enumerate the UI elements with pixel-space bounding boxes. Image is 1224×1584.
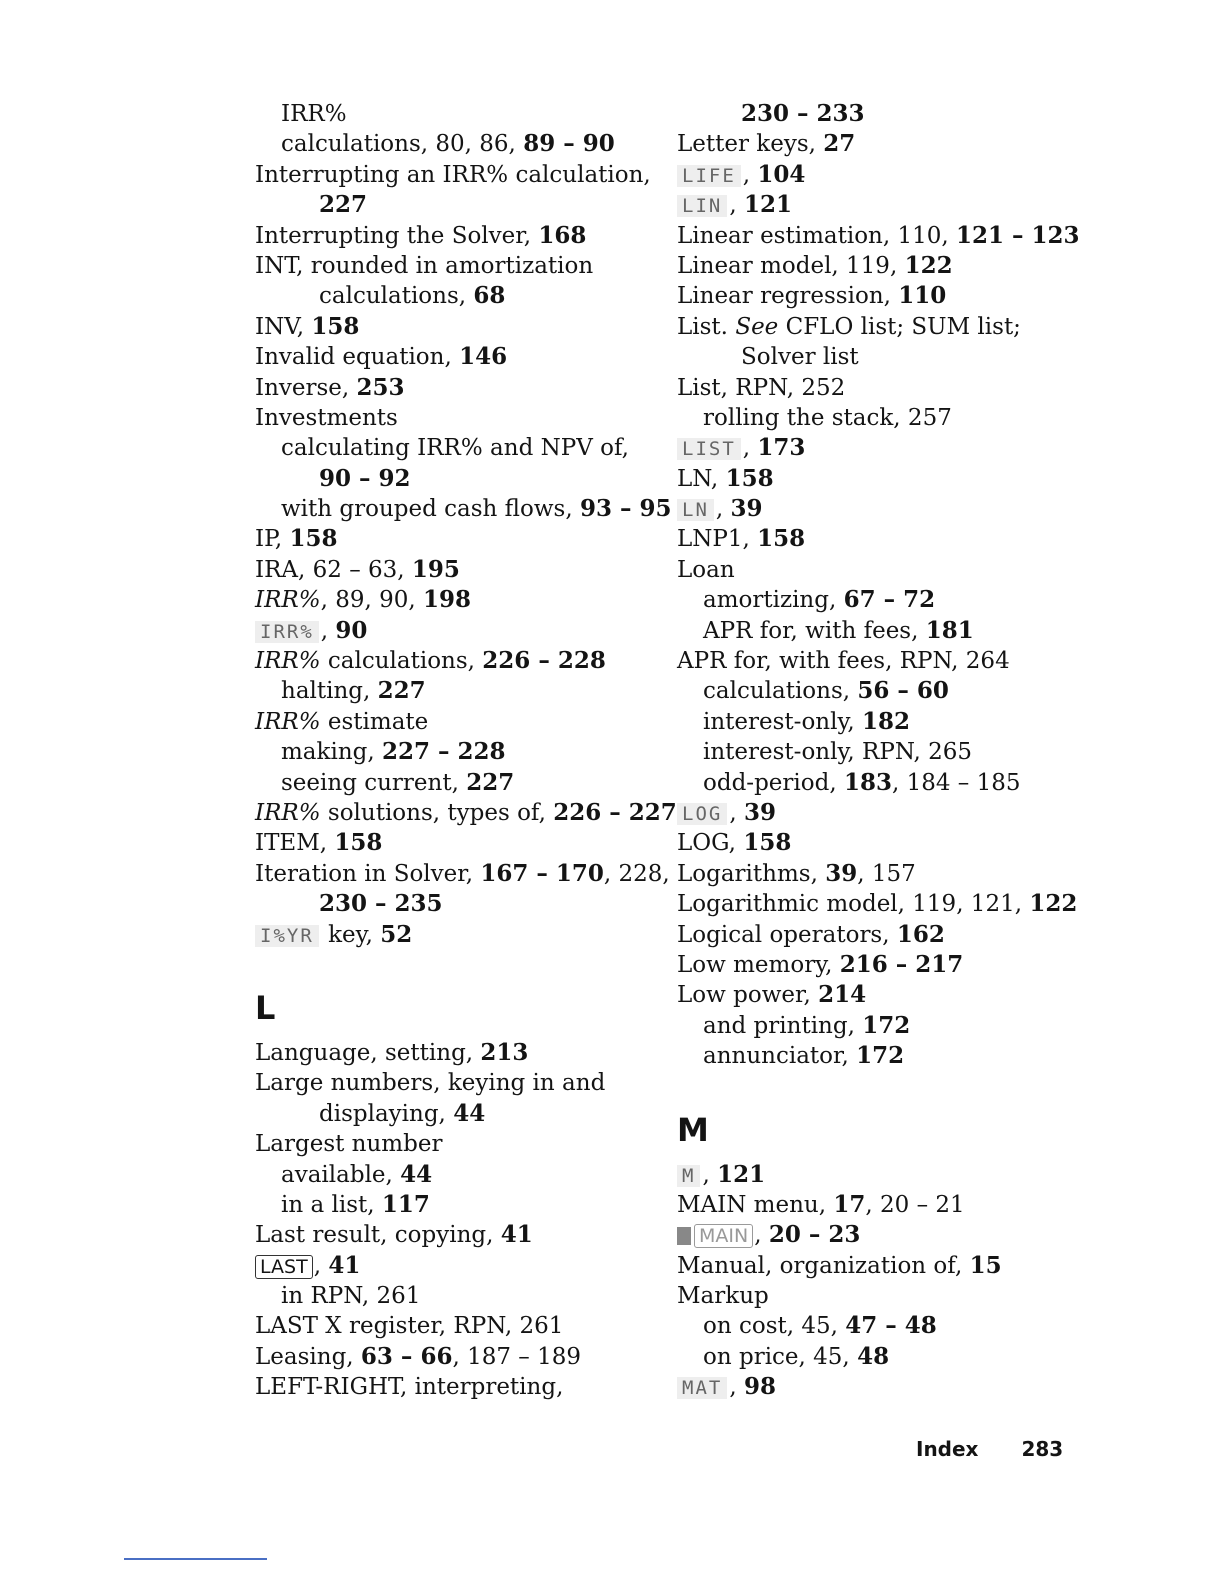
- index-subentry: on price, 45, 48: [703, 1342, 890, 1370]
- index-entry: Largest number: [255, 1131, 443, 1158]
- index-entry: IRR% estimate: [255, 708, 429, 735]
- index-subentry: in RPN, 261: [281, 1283, 421, 1310]
- index-entry: Last result, copying, 41: [255, 1221, 533, 1249]
- lin-softkey: LIN: [677, 195, 727, 217]
- index-entry: Loan: [677, 556, 735, 583]
- index-entry: IRR% calculations, 226 – 228: [255, 647, 606, 675]
- index-subentry: calculations, 80, 86, 89 – 90: [281, 130, 615, 158]
- m-softkey: M: [677, 1165, 700, 1187]
- index-entry: INV, 158: [255, 312, 360, 340]
- index-entry: Iteration in Solver, 167 – 170, 228,: [255, 859, 670, 887]
- log-softkey: LOG: [677, 803, 727, 825]
- index-entry: MAIN , 20 – 23: [677, 1220, 1077, 1250]
- index-entry: Linear model, 119, 122: [677, 251, 953, 279]
- section-spacer: [677, 1072, 1077, 1100]
- index-entry: IP, 158: [255, 525, 338, 553]
- index-entry: Interrupting the Solver, 168: [255, 221, 587, 249]
- index-entry: Logarithms, 39, 157: [677, 859, 916, 887]
- index-entry: Inverse, 253: [255, 373, 405, 401]
- index-entry: LOG , 39: [677, 798, 1077, 828]
- index-entry-continuation: 90 – 92: [319, 464, 411, 492]
- index-entry: LEFT-RIGHT, interpreting,: [255, 1374, 564, 1401]
- ln-softkey: LN: [677, 499, 714, 521]
- life-softkey: LIFE: [677, 165, 741, 187]
- index-entry-continuation: 227: [319, 191, 368, 219]
- index-entry-continuation: Solver list: [741, 344, 859, 371]
- index-entry-continuation: calculations, 68: [319, 282, 506, 310]
- index-entry-heading-irr: IRR%: [281, 101, 347, 127]
- list-softkey: LIST: [677, 438, 741, 460]
- bottom-rule: [124, 1558, 267, 1560]
- index-entry: Letter keys, 27: [677, 130, 856, 158]
- index-entry-continuation: displaying, 44: [319, 1099, 486, 1127]
- index-entry: IRR%, 89, 90, 198: [255, 586, 471, 614]
- index-subentry: seeing current, 227: [281, 768, 515, 796]
- index-entry: I%YR key, 52: [255, 920, 655, 950]
- index-subentry: available, 44: [281, 1160, 433, 1188]
- index-subentry: odd-period, 183, 184 – 185: [703, 768, 1021, 796]
- index-entry: Manual, organization of, 15: [677, 1251, 1002, 1279]
- index-subentry: interest-only, 182: [703, 707, 911, 735]
- index-column-right: [677, 99, 1080, 1403]
- index-subentry: rolling the stack, 257: [703, 404, 952, 431]
- index-entry-continuation: 230 – 233: [741, 100, 865, 127]
- index-subentry: calculations, 56 – 60: [703, 677, 949, 705]
- index-entry: LAST , 41: [255, 1251, 655, 1281]
- index-entry: IRA, 62 – 63, 195: [255, 555, 460, 583]
- index-entry: LIFE , 104: [677, 160, 1077, 190]
- index-subentry: with grouped cash flows, 93 – 95: [281, 495, 672, 523]
- section-heading-m: M: [677, 1110, 709, 1149]
- index-entry: IRR% , 90: [255, 616, 655, 646]
- index-entry: Logarithmic model, 119, 121, 122: [677, 890, 1078, 918]
- index-entry: LOG, 158: [677, 829, 792, 857]
- index-entry: LN , 39: [677, 494, 1077, 524]
- i-yr-key: I%YR: [255, 925, 319, 947]
- footer-section-label: Index: [916, 1437, 979, 1461]
- index-entry-continuation: 230 – 235: [319, 890, 443, 918]
- index-entry: LNP1, 158: [677, 525, 806, 553]
- index-entry: Large numbers, keying in and: [255, 1070, 606, 1097]
- index-subentry: on cost, 45, 47 – 48: [703, 1312, 937, 1340]
- index-entry: Low power, 214: [677, 981, 867, 1009]
- index-entry: List. See CFLO list; SUM list;: [677, 313, 1021, 340]
- index-subentry: making, 227 – 228: [281, 738, 506, 766]
- index-subentry: annunciator, 172: [703, 1042, 905, 1070]
- index-subentry: interest-only, RPN, 265: [703, 739, 972, 766]
- index-entry: LAST X register, RPN, 261: [255, 1313, 564, 1340]
- section-heading-l: L: [255, 988, 276, 1027]
- index-entry: Low memory, 216 – 217: [677, 950, 964, 978]
- index-subentry: amortizing, 67 – 72: [703, 586, 936, 614]
- index-entry: Invalid equation, 146: [255, 343, 508, 371]
- index-subentry: in a list, 117: [281, 1190, 430, 1218]
- index-entry: MAIN menu, 17, 20 – 21: [677, 1190, 965, 1218]
- page-footer: [916, 1437, 1063, 1461]
- index-entry: LIST , 173: [677, 433, 1077, 463]
- index-entry: APR for, with fees, RPN, 264: [677, 648, 1010, 675]
- index-subentry: APR for, with fees, 181: [703, 616, 974, 644]
- shift-key-icon: [677, 1227, 691, 1245]
- index-entry: M , 121: [677, 1160, 1077, 1190]
- index-entry: ITEM, 158: [255, 829, 383, 857]
- last-keycap: LAST: [255, 1255, 313, 1279]
- index-subentry: calculating IRR% and NPV of,: [281, 435, 629, 462]
- index-entry: INT, rounded in amortization: [255, 252, 594, 279]
- index-entry: List, RPN, 252: [677, 374, 846, 401]
- index-column-left: [255, 99, 677, 1403]
- index-entry: Language, setting, 213: [255, 1038, 529, 1066]
- index-entry: Interrupting an IRR% calculation,: [255, 161, 651, 188]
- page-number: 283: [1021, 1437, 1064, 1461]
- index-entry: Investments: [255, 404, 398, 431]
- irr-softkey: IRR%: [255, 621, 319, 643]
- index-entry: IRR% solutions, types of, 226 – 227: [255, 798, 677, 826]
- index-entry: Logical operators, 162: [677, 920, 945, 948]
- index-entry: Leasing, 63 – 66, 187 – 189: [255, 1342, 581, 1370]
- index-entry: Linear regression, 110: [677, 282, 947, 310]
- index-entry: LIN , 121: [677, 190, 1077, 220]
- index-entry: MAT , 98: [677, 1372, 1077, 1402]
- index-entry: Linear estimation, 110, 121 – 123: [677, 221, 1080, 249]
- index-entry: LN, 158: [677, 464, 774, 492]
- index-subentry: and printing, 172: [703, 1011, 911, 1039]
- section-spacer: [255, 950, 655, 978]
- mat-softkey: MAT: [677, 1377, 727, 1399]
- index-subentry: halting, 227: [281, 677, 426, 705]
- index-entry: Markup: [677, 1283, 769, 1310]
- main-keycap: MAIN: [694, 1224, 753, 1248]
